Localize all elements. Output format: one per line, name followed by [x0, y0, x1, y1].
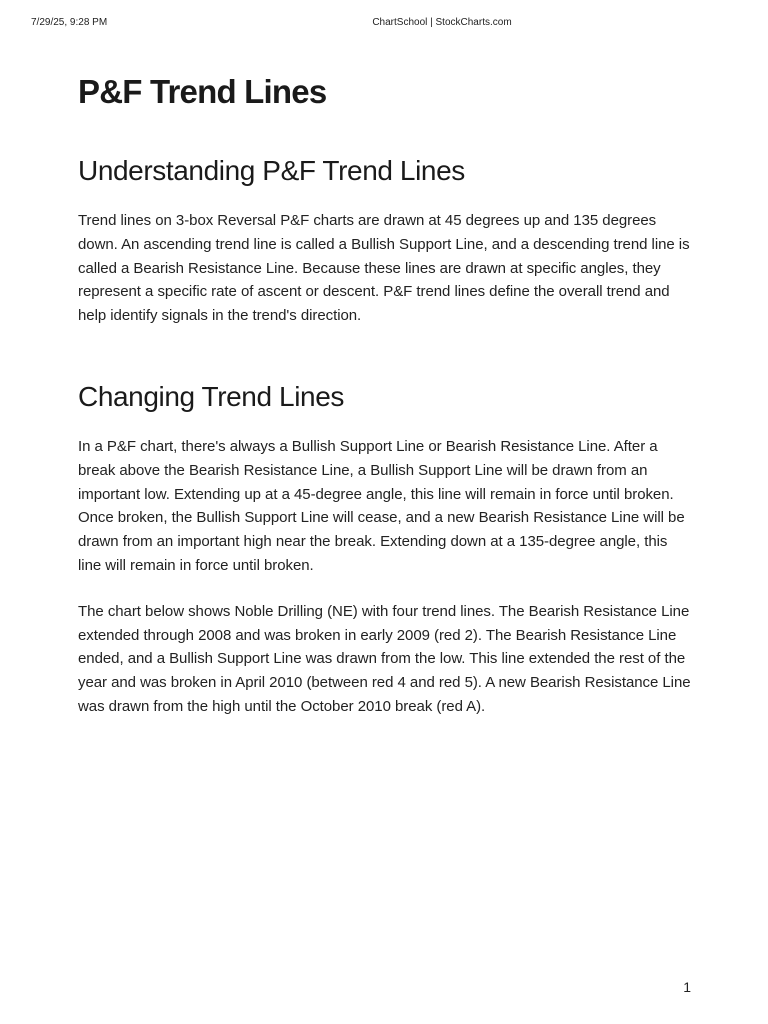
section-heading-understanding: Understanding P&F Trend Lines — [78, 155, 465, 186]
page-title: P&F Trend Lines — [78, 73, 327, 110]
paragraph-understanding: Trend lines on 3-box Reversal P&F charts are drawn at 45 degrees up and 135 degrees down. An ascending trend line is called a Bullish Support Line, and a descending trend line is called a Bearish Resistance Line. Because these lines are drawn at specific angles, they represent a specific rate of ascent or descent. P&F trend lines define the overall trend and help identify signals in the trend's direction. — [78, 212, 690, 325]
page-number: 1 — [683, 979, 691, 995]
print-header — [0, 17, 768, 31]
article-content — [78, 70, 692, 719]
paragraph-changing-1: In a P&F chart, there's always a Bullish Support Line or Bearish Resistance Line. After a break above the Bearish Resistance Line, a Bullish Support Line will be drawn from an important low. Extending up at a 45-degree angle, this line will remain in force until broken. Once broken, the Bullish Support Line will cease, and a new Bearish Resistance Line will be drawn from an important high near the break. Extending down at a 135-degree angle, this line will remain in force until broken. — [78, 437, 685, 574]
print-date: 7/29/25, 9:28 PM — [31, 17, 108, 28]
print-page-title: ChartSchool | StockCharts.com — [372, 17, 512, 28]
paragraph-changing-2: The chart below shows Noble Drilling (NE) with four trend lines. The Bearish Resistance Line extended through 2008 and was broken in early 2009 (red 2). The Bearish Resistance Line ended, and a Bullish Support Line was drawn from the low. This line extended the rest of the year and was broken in April 2010 (between red 4 and red 5). A new Bearish Resistance Line was drawn from the high until the October 2010 break (red A). — [78, 602, 691, 715]
section-heading-changing: Changing Trend Lines — [78, 380, 344, 412]
